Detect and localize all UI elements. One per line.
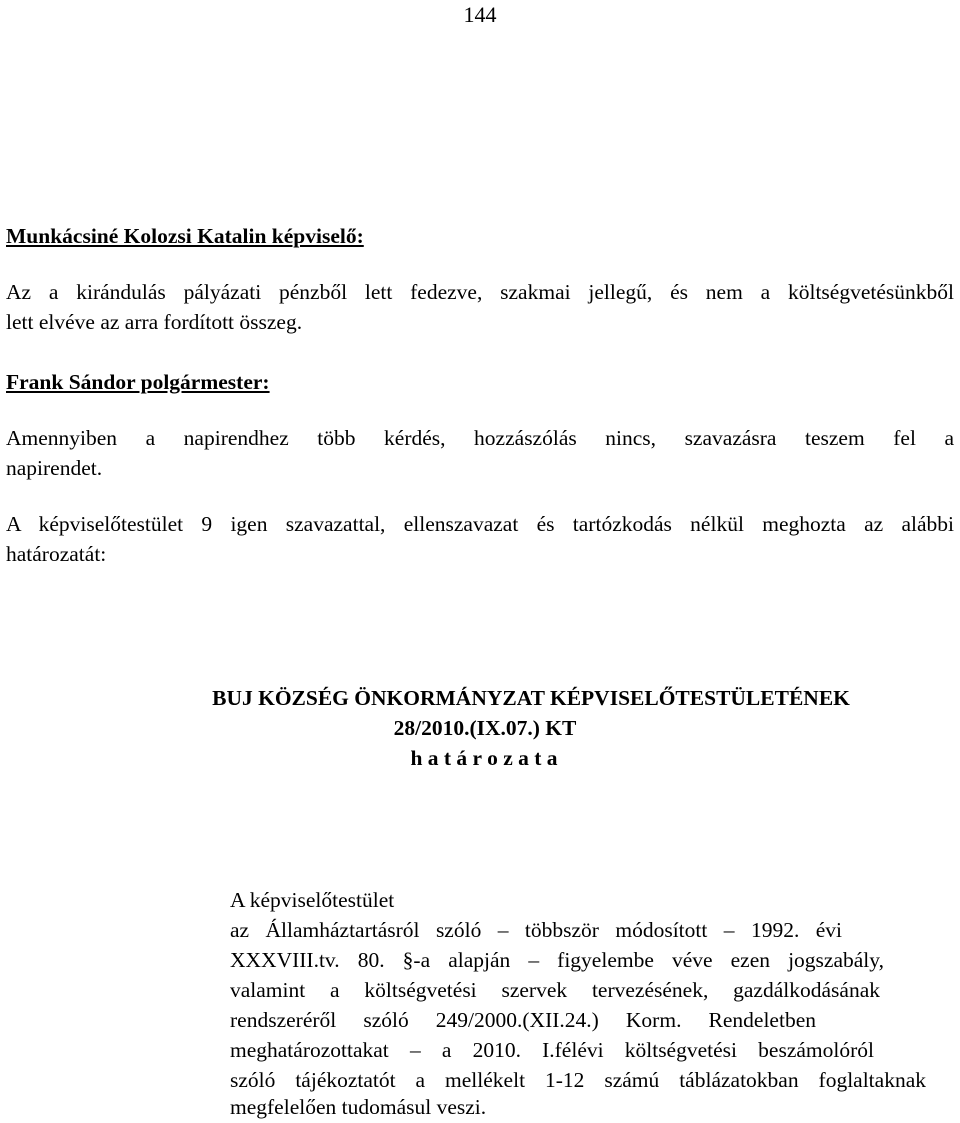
resolution-body-line: meghatározottakat – a 2010. I.félévi költségvetési beszámolóról bbox=[230, 1038, 874, 1062]
resolution-body-line: megfelelően tudomásul veszi. bbox=[230, 1095, 487, 1119]
speaker-statement-line: Amennyiben a napirendhez több kérdés, hozzászólás nincs, szavazásra teszem fel a bbox=[6, 426, 954, 450]
resolution-subtitle: h a t á r o z a t a bbox=[410, 746, 558, 770]
resolution-heading: BUJ KÖZSÉG ÖNKORMÁNYZAT KÉPVISELŐTESTÜLETÉNEK bbox=[212, 686, 850, 710]
speaker-name: Munkácsiné Kolozsi Katalin képviselő: bbox=[6, 224, 364, 248]
resolution-body-line: A képviselőtestület bbox=[230, 888, 395, 912]
resolution-body-line: szóló tájékoztatót a mellékelt 1-12 számú táblázatokban foglaltaknak bbox=[230, 1068, 926, 1092]
page-number: 144 bbox=[463, 2, 497, 27]
vote-statement-line: határozatát: bbox=[6, 542, 107, 566]
resolution-body-line: valamint a költségvetési szervek tervezésének, gazdálkodásának bbox=[230, 978, 880, 1002]
speaker-statement-line: lett elvéve az arra fordított összeg. bbox=[6, 310, 303, 334]
vote-statement-line: A képviselőtestület 9 igen szavazattal, ellenszavazat és tartózkodás nélkül meghozta az alábbi bbox=[6, 512, 954, 536]
resolution-body-line: az Államháztartásról szóló – többször módosított – 1992. évi bbox=[230, 918, 842, 942]
speaker-name: Frank Sándor polgármester: bbox=[6, 370, 270, 394]
speaker-statement-line: napirendet. bbox=[6, 456, 103, 480]
speaker-statement-line: Az a kirándulás pályázati pénzből lett fedezve, szakmai jellegű, és nem a költségvetésünkből bbox=[6, 280, 954, 304]
resolution-number: 28/2010.(IX.07.) KT bbox=[393, 716, 577, 740]
resolution-body-line: rendszeréről szóló 249/2000.(XII.24.) Korm. Rendeletben bbox=[230, 1008, 816, 1032]
resolution-body-line: XXXVIII.tv. 80. §-a alapján – figyelembe véve ezen jogszabály, bbox=[230, 948, 884, 972]
